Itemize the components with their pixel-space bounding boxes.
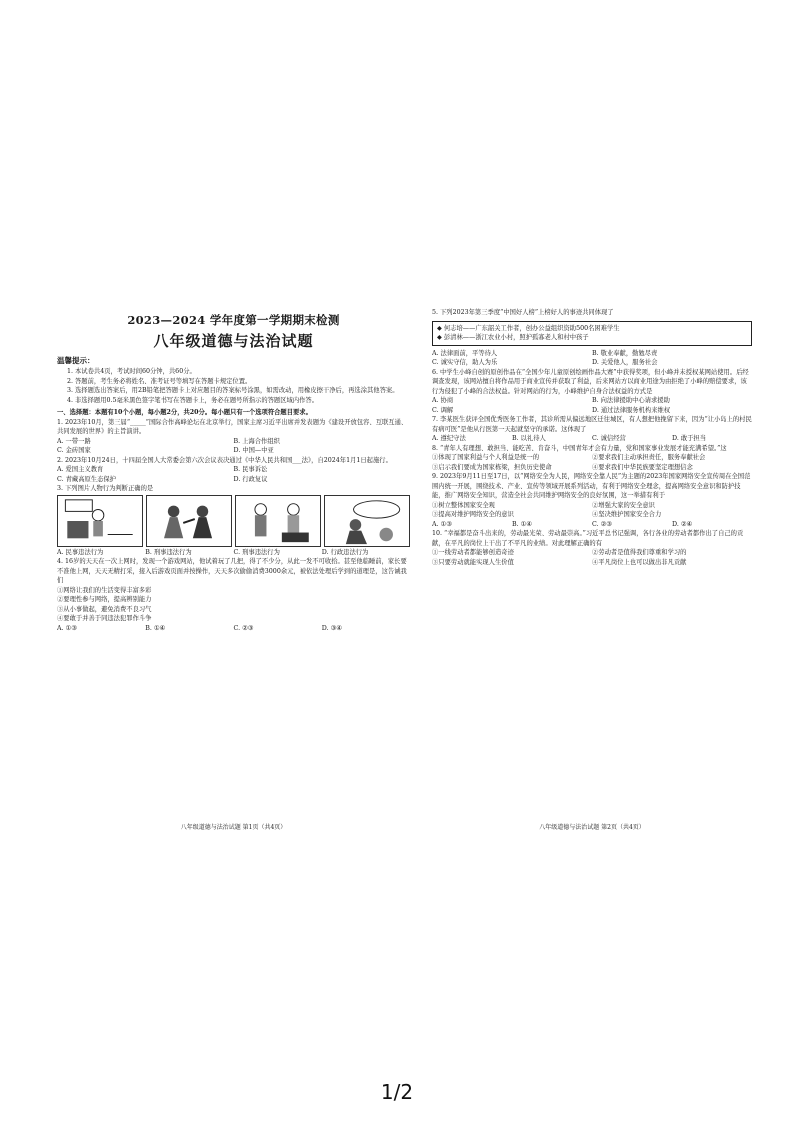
- statement-item: ③启示我们要成为国家栋梁，担负历史使命: [432, 463, 552, 471]
- statement-item: ①网络让我们的生活变得丰富多彩: [57, 586, 152, 594]
- cartoon-a-image: [57, 495, 143, 547]
- option: C. 诚信经营: [592, 435, 626, 442]
- statement-item: ②劳动者是值得我们尊重和学习的: [592, 549, 687, 556]
- notice-item: 3. 选择题选出答案后，用2B铅笔把答题卡上对应题目的答案标号涂黑，如需改动，用橡皮擦干净后，再选涂其他答案。: [67, 387, 399, 394]
- question-6-options: [432, 396, 752, 415]
- option: C. ②③: [233, 624, 254, 632]
- notice-list: [57, 367, 410, 405]
- page-footer: 八年级道德与法治试题 第1页（共4页）: [180, 824, 287, 831]
- option: C. 金砖国家: [57, 447, 91, 454]
- statement-item: ④要敢于并善于同违法犯罪作斗争: [57, 615, 152, 622]
- question-7: 7. 李某医生获评全国优秀医务工作者，其诊所需从偏远地区迁往城区，有人想把他挽留下来，因为“让小岛上的村民有病可医”是他从行医第一天起就坚守的承诺。这体现了: [432, 416, 752, 433]
- option: C. 青藏高原生态保护: [57, 475, 116, 483]
- option: C. 诚实守信，助人为乐: [432, 359, 498, 366]
- statement-item: ①树立整体国家安全观: [432, 501, 495, 509]
- option: B. 民事诉讼: [233, 466, 268, 473]
- question-4: 4. 16岁的天天在一次上网时，发现一个游戏网站，他试着玩了几把，得了不少分，从此一发不可收拾。甚至他临睡前，家长要不准他上网，天天无精打采，接入后游戏页面并按操作，天天多次偷偷消费3000余元，被依法处理后学到的道理是，这告诫我们: [57, 558, 407, 584]
- question-10-items: [432, 548, 752, 567]
- cartoon-d-image: [324, 495, 410, 547]
- question-5: 5. 下列2023年第三季度“中国好人榜”上榜好人的事迹共同体现了: [432, 309, 614, 316]
- option: C. ②③: [592, 520, 612, 528]
- option: C. 刑事违法行为: [233, 548, 280, 556]
- statement-item: ④要求我们中华民族要坚定理想信念: [592, 463, 693, 471]
- statement-item: ①一线劳动者都能够创造奇迹: [432, 549, 514, 556]
- statement-item: ③提高对维护网络安全的意识: [432, 511, 514, 518]
- statement-item: ④平凡岗位上也可以做出非凡贡献: [592, 558, 687, 566]
- statement-item: ①体现了国家利益与个人利益是统一的: [432, 454, 540, 461]
- cartoon-c-image: [235, 495, 321, 547]
- page-footer: 八年级道德与法治试题 第2页（共4页）: [539, 824, 645, 831]
- question-9-items: [432, 501, 752, 520]
- option: D. ③④: [321, 624, 342, 632]
- question-1: 1. 2023年10月，第三届“_____”国际合作高峰论坛在北京举行，国家主席习近平出席并发表题为《建设开放包容、互联互通、共同发展的世界》的主旨演讲。: [57, 418, 408, 435]
- statement-item: ②要求我们主动承担责任，服务奉献社会: [592, 454, 706, 461]
- option: A. 一带一路: [57, 437, 91, 445]
- exam-page-1: [57, 308, 410, 833]
- option: D. 行政违法行为: [321, 548, 369, 556]
- notice-item: 2. 答题前，考生务必将姓名、准考证号等填写在答题卡规定位置。: [67, 377, 252, 385]
- option: C. 调解: [432, 406, 454, 414]
- question-2: 2. 2023年10月24日，十四届全国人大常委会第六次会议表决通过《中华人民共和国___法》，自2024年1月1日起施行。: [57, 456, 392, 464]
- option: A. 法律面前，平等待人: [432, 349, 498, 357]
- info-box: [432, 321, 752, 346]
- question-8-items: [432, 453, 752, 472]
- option: D. ②④: [672, 520, 693, 528]
- option: D. 通过法律服务机构来维权: [592, 406, 671, 414]
- option: A. ①③: [432, 520, 452, 528]
- section-heading: 一、选择题：本题有10个小题，每小题2分，共20分。每小题只有一个选项符合题目要求。: [57, 409, 312, 416]
- question-1-options: [57, 437, 410, 456]
- question-9: 9. 2023年9月11日至17日，以“网络安全为人民，网络安全靠人民”为主题的2023年国家网络安全宣传周在全国范围内统一开展，围绕技术、产业、宣传等领域开展系列活动，有利于网络安全理念，提高网络安全意识和防护技能，推广网络安全知识，营造全社会共同维护网络安全的良好氛围，这一举措有利于: [432, 473, 751, 499]
- notice-label: 温馨提示：: [57, 356, 95, 365]
- option: B. 刑事违法行为: [145, 548, 192, 556]
- question-5-options: [432, 349, 752, 368]
- question-6: 6. 中学生小峰自创的原创作品在“全国少年儿童原创绘画作品大赛”中获得奖项，但小峰并未授权某网站使用。后经调查发现，该网站擅自将作品用于商业宣传并获取了利益，后来网站方以商业用途为由拒绝了小峰的赔偿要求，该行为侵犯了小峰的合法权益。针对网站的行为，小峰维护自身合法权益的方式是: [432, 368, 749, 395]
- question-4-options: [57, 624, 410, 634]
- option: A. 民事违法行为: [57, 548, 104, 556]
- question-9-options: [432, 520, 752, 530]
- info-line: ◆ 何志培——广东韶关工作者，创办公益组织资助500名困难学生: [437, 324, 620, 332]
- statement-item: ②增强大家的安全意识: [592, 501, 655, 509]
- cartoon-captions: [57, 548, 410, 558]
- cartoon-b-image: [146, 495, 232, 547]
- option: B. 敬业奉献，勤勉尽责: [592, 349, 658, 357]
- question-8: 8. “青年人有理想、敢担当、能吃苦、肯奋斗，中国青年才会有力量，党和国家事业发展才能充满希望。”这: [432, 444, 727, 452]
- exam-subject-title: 八年级道德与法治试题: [153, 332, 314, 350]
- question-2-options: [57, 465, 410, 484]
- option: A. 协商: [432, 397, 454, 404]
- option: A. 遵纪守法: [432, 435, 466, 442]
- page-counter: 1/2: [380, 1080, 414, 1104]
- cartoon-strip: [57, 495, 410, 547]
- option: D. 关爱他人，服务社会: [592, 359, 658, 366]
- option: D. 行政复议: [233, 475, 268, 483]
- exam-term-title: 2023—2024 学年度第一学期期末检测: [127, 313, 340, 327]
- statement-item: ③从小事做起，避免消费不良习气: [57, 605, 152, 613]
- option: A. 爱国主义教育: [57, 466, 104, 473]
- info-line: ◆ 彭清林——浙江农业小村，照护孤寡老人和村中孩子: [437, 334, 589, 341]
- option: B. ①④: [512, 520, 532, 528]
- option: B. 以礼待人: [512, 435, 546, 442]
- statement-item: ③只要劳动就能实现人生价值: [432, 558, 514, 566]
- option: B. 上海合作组织: [233, 437, 280, 445]
- question-7-options: [432, 434, 752, 444]
- option: D. 中国—中亚: [233, 447, 274, 454]
- option: B. 向法律援助中心请求援助: [592, 397, 670, 404]
- question-3: 3. 下列图片人物行为判断正确的是: [57, 485, 154, 492]
- notice-item: 1. 本试卷共4页，考试时间60分钟，共60分。: [67, 368, 196, 375]
- option: D. 敢于担当: [672, 435, 707, 442]
- option: B. ①④: [145, 624, 166, 632]
- question-10: 10. “幸福都是奋斗出来的，劳动最光荣、劳动最崇高。”习近平总书记强调，各行各业的劳动者都作出了自己的贡献，在平凡的岗位上干出了不平凡的业绩。对此理解正确的有: [432, 530, 744, 547]
- option: A. ①③: [57, 624, 77, 632]
- statement-item: ②要理性参与网络，提高辨别能力: [57, 596, 152, 603]
- statement-item: ④坚决维护国家安全合力: [592, 511, 662, 518]
- notice-item: 4. 非选择题用0.5毫米黑色签字笔书写在答题卡上，务必在题号所指示的答题区域内作答。: [67, 396, 319, 404]
- exam-page-2: [432, 308, 752, 833]
